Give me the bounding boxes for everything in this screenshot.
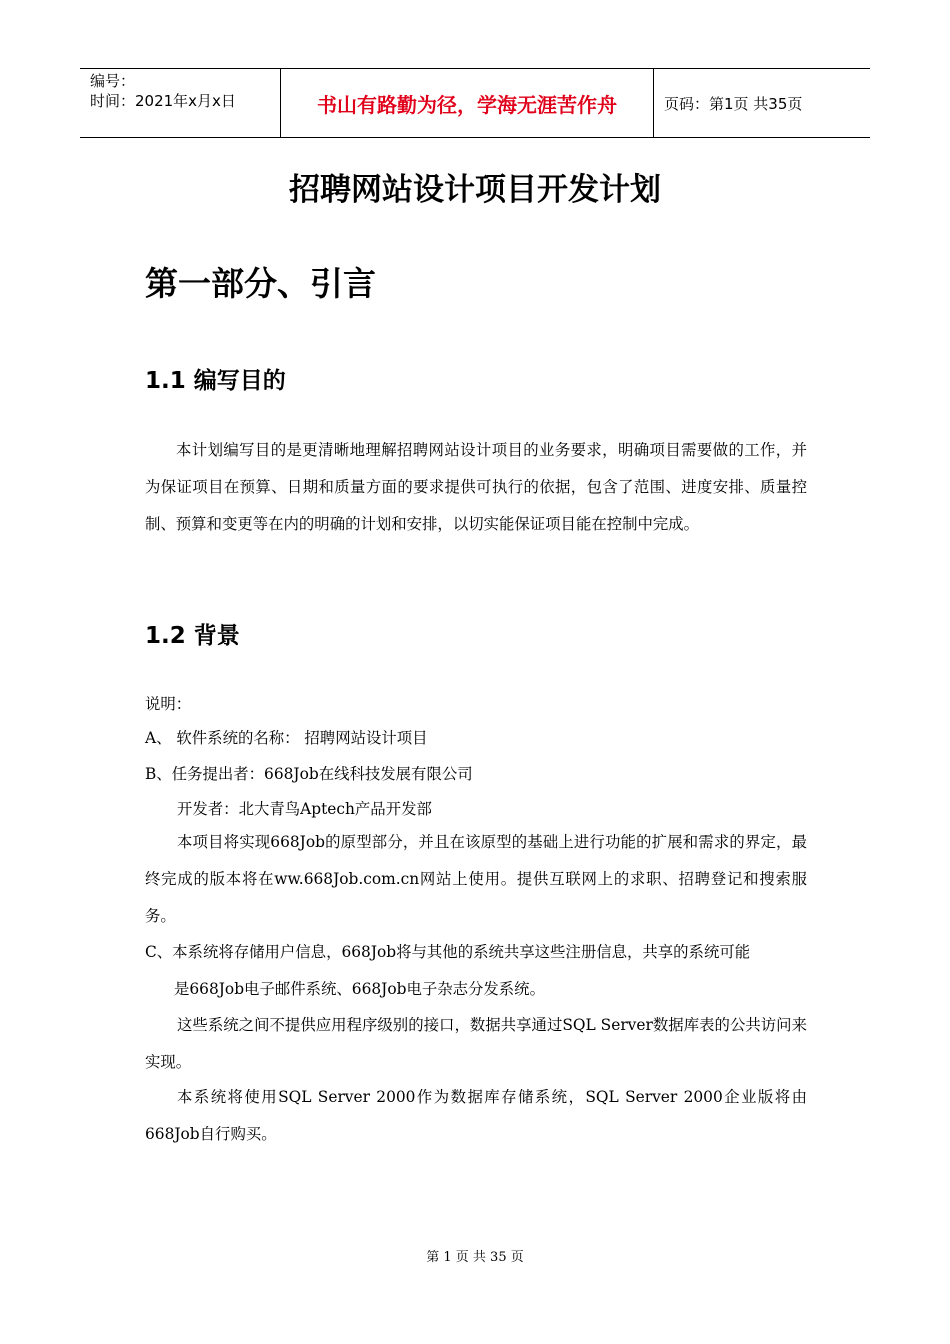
- developer-line: 开发者：北大青鸟Aptech产品开发部: [177, 800, 432, 818]
- section-1-2-paragraph-2: 这些系统之间不提供应用程序级别的接口，数据共享通过SQL Server数据库表的公共访问来实现。: [145, 1016, 807, 1071]
- item-c-line-2: 是668Job电子邮件系统、668Job电子杂志分发系统。: [174, 980, 545, 998]
- header-date-label: 时间：2021年x月x日: [90, 92, 236, 110]
- note-label: 说明：: [145, 695, 192, 713]
- item-b: B、任务提出者：668Job在线科技发展有限公司: [145, 765, 473, 783]
- page-footer: 第 1 页 共 35 页: [426, 1250, 524, 1265]
- section-heading-1-1: 1.1 编写目的: [145, 368, 286, 394]
- header-number-label: 编号：: [90, 72, 136, 90]
- header-meta-cell: [80, 69, 281, 137]
- section-1-1-paragraph: 本计划编写目的是更清晰地理解招聘网站设计项目的业务要求，明确项目需要做的工作，并为保证项目在预算、日期和质量方面的要求提供可执行的依据，包含了范围、进度安排、质量控制、预算和变更等在内的明确的计划和安排，以切实能保证项目能在控制中完成。: [145, 441, 807, 533]
- header-page-cell: [654, 69, 870, 137]
- document-header: [80, 68, 870, 138]
- section-heading-1-2: 1.2 背景: [145, 623, 240, 649]
- header-motto-cell: [281, 69, 654, 137]
- item-a: A、 软件系统的名称： 招聘网站设计项目: [145, 729, 428, 747]
- header-page-info: 页码：第1页 共35页: [664, 94, 803, 113]
- section-1-2-paragraph-3: 本系统将使用SQL Server 2000作为数据库存储系统，SQL Server 2000企业版将由668Job自行购买。: [145, 1088, 807, 1143]
- section-1-2-paragraph-1: 本项目将实现668Job的原型部分，并且在该原型的基础上进行功能的扩展和需求的界定，最终完成的版本将在ww.668Job.com.cn网站上使用。提供互联网上的求职、招聘登记和搜索服务。: [145, 833, 807, 925]
- header-motto: 书山有路勤为径，学海无涯苦作舟: [317, 92, 617, 117]
- part-title: 第一部分、引言: [145, 264, 376, 303]
- item-c-line-1: C、本系统将存储用户信息，668Job将与其他的系统共享这些注册信息，共享的系统可能: [145, 943, 751, 961]
- document-title: 招聘网站设计项目开发计划: [289, 172, 661, 208]
